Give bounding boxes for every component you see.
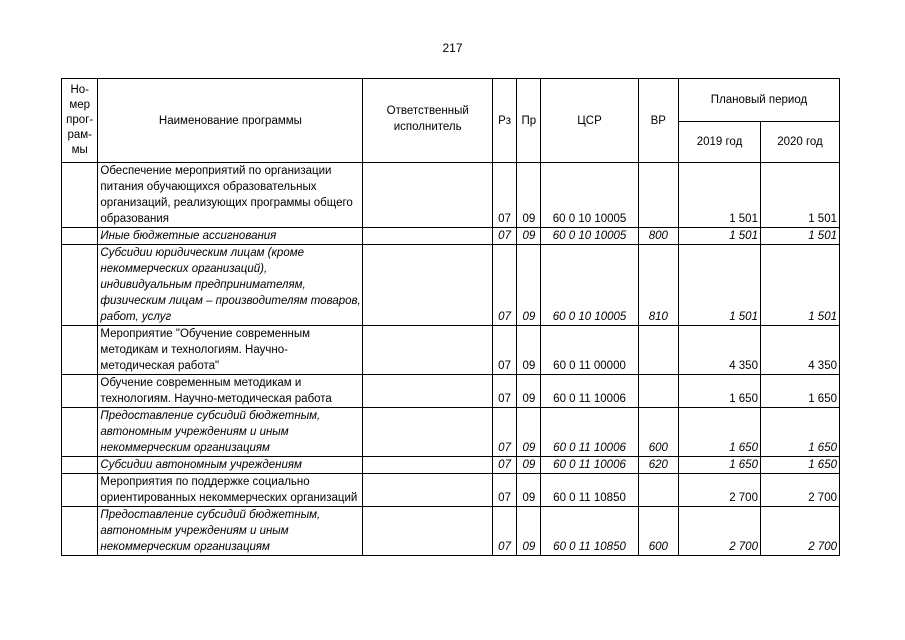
amount-2020-cell: 2 700	[760, 474, 839, 507]
pr-cell: 09	[517, 375, 541, 408]
rz-cell: 07	[492, 245, 516, 326]
vr-cell: 800	[638, 228, 678, 245]
amount-2020-cell: 2 700	[760, 507, 839, 556]
pr-cell: 09	[517, 326, 541, 375]
program-name-cell: Предоставление субсидий бюджетным, автономным учреждениям и иным некоммерческим организациям	[98, 507, 363, 556]
header-responsible: Ответственный исполнитель	[363, 79, 492, 163]
rz-cell: 07	[492, 163, 516, 228]
table-row	[62, 507, 840, 556]
row-number-cell	[62, 326, 98, 375]
rz-cell: 07	[492, 228, 516, 245]
table-row	[62, 228, 840, 245]
csr-cell: 60 0 11 10006	[541, 375, 638, 408]
amount-2020-cell: 1 501	[760, 245, 839, 326]
amount-2019-cell: 1 501	[679, 245, 761, 326]
program-name-cell: Мероприятия по поддержке социально ориентированных некоммерческих организаций	[98, 474, 363, 507]
program-name-cell: Обучение современным методикам и технологиям. Научно-методическая работа	[98, 375, 363, 408]
table-row	[62, 457, 840, 474]
program-name-cell: Предоставление субсидий бюджетным, автономным учреждениям и иным некоммерческим организациям	[98, 408, 363, 457]
pr-cell: 09	[517, 163, 541, 228]
responsible-cell	[363, 326, 492, 375]
pr-cell: 09	[517, 245, 541, 326]
row-number-cell	[62, 457, 98, 474]
rz-cell: 07	[492, 474, 516, 507]
vr-cell	[638, 163, 678, 228]
rz-cell: 07	[492, 326, 516, 375]
program-name-cell: Иные бюджетные ассигнования	[98, 228, 363, 245]
amount-2020-cell: 4 350	[760, 326, 839, 375]
header-2020: 2020 год	[760, 122, 839, 163]
program-name-cell: Обеспечение мероприятий по организации питания обучающихся образовательных организаций, реализующих программы общего образования	[98, 163, 363, 228]
csr-cell: 60 0 10 10005	[541, 163, 638, 228]
csr-cell: 60 0 11 00000	[541, 326, 638, 375]
pr-cell: 09	[517, 474, 541, 507]
amount-2019-cell: 1 501	[679, 228, 761, 245]
program-name-cell: Мероприятие "Обучение современным методикам и технологиям. Научно-методическая работа"	[98, 326, 363, 375]
row-number-cell	[62, 474, 98, 507]
row-number-cell	[62, 245, 98, 326]
header-program-name: Наименование программы	[98, 79, 363, 163]
vr-cell: 600	[638, 507, 678, 556]
responsible-cell	[363, 408, 492, 457]
vr-cell: 810	[638, 245, 678, 326]
header-rz: Рз	[492, 79, 516, 163]
amount-2019-cell: 1 501	[679, 163, 761, 228]
pr-cell: 09	[517, 228, 541, 245]
row-number-cell	[62, 408, 98, 457]
csr-cell: 60 0 11 10850	[541, 474, 638, 507]
table-row	[62, 163, 840, 228]
table-row	[62, 474, 840, 507]
table-row	[62, 245, 840, 326]
header-program-number: Но- мер прог- рам- мы	[62, 79, 98, 163]
csr-cell: 60 0 11 10006	[541, 408, 638, 457]
responsible-cell	[363, 245, 492, 326]
table-row	[62, 375, 840, 408]
row-number-cell	[62, 228, 98, 245]
amount-2020-cell: 1 650	[760, 408, 839, 457]
table-body	[62, 163, 840, 556]
amount-2019-cell: 1 650	[679, 457, 761, 474]
pr-cell: 09	[517, 457, 541, 474]
header-2019: 2019 год	[679, 122, 761, 163]
vr-cell	[638, 375, 678, 408]
amount-2019-cell: 2 700	[679, 474, 761, 507]
responsible-cell	[363, 163, 492, 228]
responsible-cell	[363, 228, 492, 245]
vr-cell	[638, 474, 678, 507]
amount-2020-cell: 1 650	[760, 457, 839, 474]
amount-2019-cell: 2 700	[679, 507, 761, 556]
rz-cell: 07	[492, 507, 516, 556]
rz-cell: 07	[492, 375, 516, 408]
rz-cell: 07	[492, 457, 516, 474]
row-number-cell	[62, 375, 98, 408]
responsible-cell	[363, 474, 492, 507]
responsible-cell	[363, 457, 492, 474]
program-name-cell: Субсидии юридическим лицам (кроме некоммерческих организаций), индивидуальным предпринимателям, физическим лицам – производителям товаров, работ, услуг	[98, 245, 363, 326]
budget-table	[61, 78, 840, 556]
amount-2020-cell: 1 501	[760, 228, 839, 245]
vr-cell: 620	[638, 457, 678, 474]
table-header	[62, 79, 840, 163]
amount-2019-cell: 4 350	[679, 326, 761, 375]
responsible-cell	[363, 375, 492, 408]
pr-cell: 09	[517, 507, 541, 556]
csr-cell: 60 0 10 10005	[541, 228, 638, 245]
program-name-cell: Субсидии автономным учреждениям	[98, 457, 363, 474]
amount-2019-cell: 1 650	[679, 408, 761, 457]
row-number-cell	[62, 163, 98, 228]
header-vr: ВР	[638, 79, 678, 163]
csr-cell: 60 0 10 10005	[541, 245, 638, 326]
table-row	[62, 326, 840, 375]
rz-cell: 07	[492, 408, 516, 457]
pr-cell: 09	[517, 408, 541, 457]
vr-cell	[638, 326, 678, 375]
csr-cell: 60 0 11 10006	[541, 457, 638, 474]
row-number-cell	[62, 507, 98, 556]
vr-cell: 600	[638, 408, 678, 457]
amount-2019-cell: 1 650	[679, 375, 761, 408]
page-number: 217	[442, 41, 463, 55]
amount-2020-cell: 1 650	[760, 375, 839, 408]
amount-2020-cell: 1 501	[760, 163, 839, 228]
header-planned-period: Плановый период	[679, 79, 840, 122]
header-pr: Пр	[517, 79, 541, 163]
responsible-cell	[363, 507, 492, 556]
header-csr: ЦСР	[541, 79, 638, 163]
table-row	[62, 408, 840, 457]
csr-cell: 60 0 11 10850	[541, 507, 638, 556]
